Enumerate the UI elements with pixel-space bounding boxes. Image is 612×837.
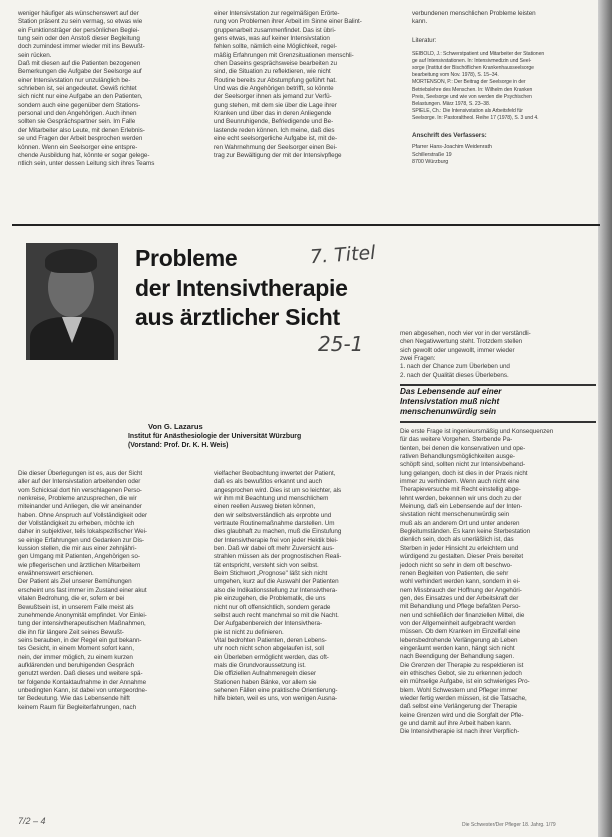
text-line: seins berauben, in der Regel ein gut bekann- bbox=[18, 636, 142, 644]
literature-entry-line: SPIELE, Ch.: Die Intensivstation als Arbeitsfeld für bbox=[412, 107, 523, 114]
text-line: tung sein oder den Anstoß dieser Begleitung bbox=[18, 35, 140, 43]
text-line: zunehmende Anonymität empfindet. Vor Einlei- bbox=[18, 611, 147, 619]
text-line: genutzt werden. Daß dieses und weitere spä- bbox=[18, 670, 143, 678]
text-line: gens etwas, was auf keiner Intensivstation bbox=[214, 35, 330, 43]
text-line: haben. Ohne Anspruch auf Vollständigkeit oder bbox=[18, 511, 148, 519]
literature-entry-line: Betriebslehre des Menschen. In: Wilhelm den Kranken bbox=[412, 86, 533, 93]
text-line: einer Intensivstation zur regelmäßigen Erörte- bbox=[214, 10, 340, 17]
article-institute bbox=[128, 433, 378, 451]
address-line: Schillerstraße 19 bbox=[412, 151, 452, 158]
text-line: trag zur Bewältigung der mit der Intensivpflege bbox=[214, 151, 342, 159]
article-author: Von G. Lazarus bbox=[148, 422, 203, 431]
author-address-heading: Anschrift des Verfassers: bbox=[412, 131, 487, 139]
text-line: chen Daseins gesprächsweise bearbeiten zu bbox=[214, 60, 337, 68]
text-line: Bewußtsein ist, in unserem Falle meist als bbox=[18, 603, 134, 611]
text-line: Begleitumständen. Es kann keine Sterbestation bbox=[400, 528, 531, 536]
highlight-line: Das Lebensende auf einer bbox=[400, 387, 502, 396]
text-line: ter folgende Kontaktaufnahme in der Annahme bbox=[18, 678, 147, 686]
author-address bbox=[412, 144, 598, 166]
text-line: chende Ausbildung hat, könnte er sogar gelege- bbox=[18, 151, 150, 159]
text-line: schöpft sind, sollten nicht zur Intensivbehand- bbox=[400, 461, 526, 469]
text-line: sollten sie Gesprächspartner sein. Im Falle bbox=[18, 118, 136, 126]
text-line: sich nicht nur eine Aufgabe an den Patienten, bbox=[18, 93, 143, 101]
text-line: aufklärenden und beruhigenden Gespräch bbox=[18, 661, 135, 669]
text-line: ein ethisches Gebot, sie zu erkennen jedoch bbox=[400, 669, 522, 677]
highlight-box bbox=[400, 387, 596, 418]
text-line: wie pflegerischen und ärztlichen Mitarbeitern bbox=[18, 561, 141, 569]
literature-entry-line: ge auf Intensivstationen. In: Intensivmedizin und Seel- bbox=[412, 58, 532, 65]
text-line: wieder fertig werden müssen, ist die Tatsache, bbox=[400, 695, 527, 702]
title-line: der Intensivtherapie bbox=[135, 274, 348, 301]
top-middle-column bbox=[214, 10, 396, 160]
text-line: nen und schließlich der finanziellen Mittel, die bbox=[400, 611, 525, 619]
text-line: sein rücken. bbox=[18, 51, 52, 59]
handwritten-note: 25-1 bbox=[318, 332, 364, 356]
institute-line: (Vorstand: Prof. Dr. K. H. Weis) bbox=[128, 441, 229, 449]
literature-entry-line: Preis, Seelsorge und wie von werden die Psychischen bbox=[412, 93, 532, 100]
text-line: strahlen müssen als der prognostischen Reali- bbox=[214, 553, 342, 561]
scan-edge bbox=[598, 0, 612, 837]
text-line: wohl verhindert werden kann, sondern in ei- bbox=[400, 578, 521, 586]
text-line: pie einzugehen, die Problematik, die uns bbox=[214, 595, 326, 603]
text-line: gen Umgang mit Patienten, Angehörigen so- bbox=[18, 553, 140, 561]
text-line: vom Schicksal dort hin verschlagenen Perso- bbox=[18, 486, 142, 494]
text-line: der Seelsorger ihnen als jemand zur Verfü- bbox=[214, 93, 332, 101]
text-line: lebensbedrohende Verlängerung ab Leben bbox=[400, 636, 518, 644]
handwritten-note: 7. Titel bbox=[309, 241, 377, 269]
text-line: Vital bedrohten Patienten, deren Lebens- bbox=[214, 636, 327, 644]
text-line: also die Indikationsstellung zur Intensivthera- bbox=[214, 586, 338, 594]
text-line: keine Grenzen wird und die Sorgfalt der Pfle- bbox=[400, 711, 524, 719]
right-column-line: verbundenen menschlichen Probleme leisten bbox=[412, 10, 536, 17]
title-line: aus ärztlicher Sicht bbox=[135, 304, 340, 330]
text-line: eingeräumt werden kann, hängt sich nicht bbox=[400, 644, 515, 652]
institute-line: Institut für Anästhesiologie der Universität Würzburg bbox=[128, 433, 302, 440]
literature-entry-line: Belastungen. März 1978, S. 23–38. bbox=[412, 100, 491, 107]
text-line: die ihn für längere Zeit seines Bewußt- bbox=[18, 628, 124, 636]
text-line: müssen. Ob dem Kranken im Einzelfall eine bbox=[400, 628, 521, 636]
right-intro bbox=[400, 330, 596, 380]
text-line: se einige Erfahrungen und Gedanken zur Dis- bbox=[18, 536, 144, 544]
text-line: gen, des Einsatzes und der Arbeitskraft der bbox=[400, 594, 519, 602]
text-line: sind, die Situation zu reflektieren, wie nicht bbox=[214, 68, 331, 76]
text-line: Bemerkungen die Aufgabe der Seelsorge auf bbox=[18, 68, 142, 76]
address-line: 8700 Würzburg bbox=[412, 159, 449, 166]
text-line: vielfacher Beobachtung inwertet der Patient, bbox=[214, 470, 336, 477]
text-line: weniger häufiger als wünschenswert auf der bbox=[18, 10, 139, 17]
text-line: personal und den Angehörigen. Auch ihnen bbox=[18, 110, 137, 118]
highlight-line: menschenunwürdig sein bbox=[400, 407, 496, 417]
text-line: einer Intensivstation nur unzulänglich be- bbox=[18, 76, 131, 84]
text-line: umgehen, kurz auf die Auswahl der Patienten bbox=[214, 578, 339, 586]
text-line: angesprochen wird. Dies ist um so leichter, als bbox=[214, 486, 342, 494]
text-line: können. Wenn ein Seelsorger eine entspre- bbox=[18, 143, 138, 151]
text-line: lastende reden können. Ich meine, daß dies bbox=[214, 126, 335, 134]
text-line: für das weitere Vorgehen. Sterbende Pa- bbox=[400, 436, 513, 444]
text-line: renen Begleiten von Patienten, die sehr bbox=[400, 569, 509, 577]
text-line: nein, der immer möglich, zu einem kurzen bbox=[18, 653, 133, 661]
text-line: ein Funktionsträger der persönlichen Beglei- bbox=[18, 26, 140, 34]
text-line: aller auf der Intensivstation arbeitenden oder bbox=[18, 478, 141, 486]
text-line: Routine bereits zur Abstumpfung geführt hat. bbox=[214, 76, 337, 84]
text-line: Stationen haben Bänke, vor allem sie bbox=[214, 678, 317, 686]
text-line: se und Fragen der Arbeit besprochen werden bbox=[18, 135, 143, 143]
literature-entry-line: sorge (Institut der Bischöflichen Krankenhausseelsorge bbox=[412, 65, 534, 72]
text-line: rativen Behandlungsmöglichkeiten ausge- bbox=[400, 453, 515, 461]
text-line: lehnt werden, bekennen wir uns doch zu der bbox=[400, 494, 522, 502]
text-line: eine echt seelsorgerliche Aufgabe ist, mit de- bbox=[214, 135, 338, 143]
text-line: chen Negativwertung steht. Trotzdem stellen bbox=[400, 338, 523, 346]
text-line: gruppenarbeit zusammenfindet. Das ist übri- bbox=[214, 26, 336, 34]
text-line: vitalen Bedrohung, die er, sofern er bei bbox=[18, 595, 125, 603]
top-left-column bbox=[18, 10, 202, 169]
text-line: ein mühselige Aufgabe, ist ein schwieriges Pro- bbox=[400, 678, 530, 686]
text-line: vertraute Routinemaßnahme darstellen. Um bbox=[214, 520, 335, 528]
text-line: den wir selbstverständlich als erprobte und bbox=[214, 511, 332, 519]
text-line: erscheint uns fast immer im Zustand einer akut bbox=[18, 586, 147, 594]
bottom-right-column bbox=[400, 428, 596, 737]
text-line: Die Intensivtherapie ist nach ihrer Verpflich- bbox=[400, 728, 520, 736]
text-line: Die dieser Überlegungen ist es, aus der Sicht bbox=[18, 470, 143, 477]
text-line: blem. Wohl Schwestern und Pfleger immer bbox=[400, 686, 518, 694]
text-line: dies glaubhaft zu machen, muß die Einstufung bbox=[214, 528, 342, 536]
text-line: nicht nur oft offensichtlich, sondern gerade bbox=[214, 603, 331, 611]
text-line: wir ihm mit Beachtung und menschlichem bbox=[214, 495, 329, 503]
text-line: muß als an anderem Ort und unter anderen bbox=[400, 519, 520, 527]
text-line: nem Missbrauch der Hoffnung der Angehöri- bbox=[400, 586, 522, 594]
text-line: Station präsent zu sein vermag, so etwas wie bbox=[18, 18, 143, 26]
text-line: nach Beendigung der Behandlung sagen. bbox=[400, 653, 515, 661]
text-line: mit Behandlung und Pflege befaßten Perso- bbox=[400, 603, 521, 611]
text-line: ntlich sein, unter dessen Leitung sich ihres Teams bbox=[18, 160, 155, 168]
text-line: sich gewollt oder ungewollt, immer wieder bbox=[400, 346, 515, 354]
text-line: ein Überleben ermöglicht werden, das oft- bbox=[214, 653, 329, 661]
text-line: zwei Fragen: bbox=[400, 355, 436, 363]
text-line: nenkreise, Probleme anzusprechen, die wir bbox=[18, 495, 137, 503]
text-line: daß selbst eine Verlängerung der Therapie bbox=[400, 703, 518, 711]
text-line: Der Aufgabenbereich der Intensivthera- bbox=[214, 620, 323, 628]
text-line: Die erste Frage ist ingenieursmäßig und Konsequenzen bbox=[400, 428, 554, 435]
text-line: tienten, bei denen die konservativen und ope- bbox=[400, 444, 526, 452]
text-line: mäßig Erfahrungen mit Grenzsituationen menschli- bbox=[214, 51, 354, 59]
text-line: fehlen sollte, nämlich eine Möglichkeit, regel- bbox=[214, 43, 337, 51]
text-line: Kranken und über das in deren Anliegende bbox=[214, 110, 332, 118]
text-line: der Vollständigkeit zu erheben, möchte ich bbox=[18, 520, 135, 528]
text-line: einen reellen Ausweg bieten können, bbox=[214, 503, 316, 511]
literature-list bbox=[412, 51, 598, 122]
text-line: Und was die Angehörigen betrifft, so könnte bbox=[214, 85, 334, 93]
text-line: ter Bedeutung. Wie das Lebensende hilft bbox=[18, 695, 130, 703]
highlight-line: Intensivstation muß nicht bbox=[400, 397, 500, 407]
text-line: tung der intensivtherapeutischen Maßnahmen, bbox=[18, 620, 146, 628]
text-line: Meinung, daß ein Lebensende auf der Inten- bbox=[400, 503, 523, 511]
text-line: hilfe bieten, weil es uns, von wenigen Ausna- bbox=[214, 695, 338, 703]
literature-entry-line: bearbeitung vom Nov. 1978), S. 15–34. bbox=[412, 72, 499, 79]
title-line: Probleme bbox=[135, 245, 238, 271]
text-line: men abgesehen, noch vier vor in der verständli- bbox=[400, 330, 531, 337]
text-line: sivstation nicht menschenunwürdig sein bbox=[400, 511, 510, 519]
text-line: erwähnenswert erschienen. bbox=[18, 570, 94, 578]
text-line: der Mitarbeiter also Leute, mit denen Erlebnis- bbox=[18, 126, 145, 134]
text-line: Die Grenzen der Therapie zu respektieren ist bbox=[400, 661, 524, 669]
text-line: sondern auch eine gegenüber dem Stations- bbox=[18, 101, 141, 109]
text-line: von der Allgemeinheit aufgebracht werden bbox=[400, 619, 516, 627]
address-line: Pfarrer Hans-Joachim Weidenrath bbox=[412, 144, 492, 151]
text-line: sehenen Fällen eine praktische Orientierung- bbox=[214, 686, 338, 694]
text-line: unbedingten Kann, ist dabei von untergeordne- bbox=[18, 686, 148, 694]
text-line: tes Gesicht, in einem Moment sofort kann, bbox=[18, 645, 134, 653]
bottom-left-column bbox=[18, 470, 202, 712]
text-line: 2. nach der Qualität dieses Überlebens. bbox=[400, 371, 509, 379]
text-line: doch zumindest immer wieder mit ins Bewußt- bbox=[18, 43, 145, 51]
literature-entry-line: MORTENSON, P.: Der Beitrag der Seelsorge in der bbox=[412, 79, 526, 86]
text-line: miteinander und Anliegen, die wir aneinander bbox=[18, 503, 142, 511]
text-line: ben. Daß wir dabei oft mehr Zuversicht aus- bbox=[214, 545, 335, 553]
text-line: der Intensivtherapie frei von jeder Hektik blei- bbox=[214, 536, 338, 544]
text-line: rung von Problemen ihrer Arbeit im Sinne einer Balint- bbox=[214, 18, 362, 26]
text-line: Der Patient als Ziel unserer Bemühungen bbox=[18, 578, 132, 586]
text-line: Beim Stichwort „Prognose" läßt sich nicht bbox=[214, 570, 328, 578]
text-line: würdigend zu gestalten. Dieser Preis bereitet bbox=[400, 553, 524, 561]
text-line: keinem Raum für Begleiterfahrungen, nach bbox=[18, 703, 137, 711]
text-line: immer zu verhindern. Wenn auch nicht eine bbox=[400, 478, 520, 486]
journal-footer: Die Schwester/Der Pfleger 18. Jahrg. 1/79 bbox=[462, 822, 556, 828]
text-line: jedoch nicht so sehr in dem oft beschwo- bbox=[400, 561, 513, 569]
text-line: Daß mit diesen auf die Patienten bezogenen bbox=[18, 60, 141, 68]
top-right-column bbox=[412, 10, 598, 167]
text-line: lung gelangen, doch ist dies in der Praxis nicht bbox=[400, 469, 528, 477]
text-line: selbst auch recht manchmal so mit die Nacht. bbox=[214, 611, 339, 619]
text-line: daß es als bewußtlos erkannt und auch bbox=[214, 478, 323, 486]
highlight-rule-top bbox=[400, 384, 596, 386]
text-line: Die offiziellen Aufnahmeregeln dieser bbox=[214, 670, 316, 678]
text-line: schrieben ist, sei angedeutet. Gewiß richtet bbox=[18, 85, 137, 93]
text-line: mals die Grundvoraussetzung ist. bbox=[214, 661, 306, 669]
text-line: 1. nach der Chance zum Überleben und bbox=[400, 363, 510, 371]
text-line: gung stehen, mit dem sie über die Lage ihrer bbox=[214, 101, 337, 109]
text-line: und Beunruhigende, Befriedigende und Be- bbox=[214, 118, 334, 126]
text-line: ren Wahrnehmung der Seelsorger einen Bei- bbox=[214, 143, 338, 151]
text-line: tät entspricht, versteht sich von selbst. bbox=[214, 561, 319, 569]
author-photo bbox=[26, 243, 118, 360]
text-line: ge und damit auf ihre Arbeit haben kann. bbox=[400, 720, 512, 728]
right-column-line: kann. bbox=[412, 18, 428, 26]
text-line: Sterben in jeder Hinsicht zu erleichtern und bbox=[400, 544, 519, 552]
literature-heading: Literatur: bbox=[412, 36, 437, 44]
text-line: kussion stellen, die mir aus einer zehnjähri- bbox=[18, 545, 137, 553]
page-number: 7/2 – 4 bbox=[18, 816, 46, 826]
text-line: Therapieversuche mit Recht einstellig abge- bbox=[400, 486, 521, 494]
bottom-middle-column bbox=[214, 470, 396, 704]
text-line: daher in subjektiver, teils lokalspezifischer Wei- bbox=[18, 528, 147, 536]
literature-entry-line: SEIBOLD, J.: Schwerstpatient und Mitarbeiter der Stationen bbox=[412, 51, 545, 58]
section-divider bbox=[12, 224, 600, 226]
text-line: dienlich sein, doch als unerläßlich ist, das bbox=[400, 536, 514, 544]
literature-entry-line: Seelsorge. In: Pastoraltheol. Reihe 17 (1978), S. 3 und 4. bbox=[412, 114, 539, 121]
text-line: pie ist nicht zu definieren. bbox=[214, 628, 284, 636]
highlight-rule-bottom bbox=[400, 421, 596, 423]
text-line: uhr noch nicht schon abgelaufen ist, soll bbox=[214, 645, 324, 653]
